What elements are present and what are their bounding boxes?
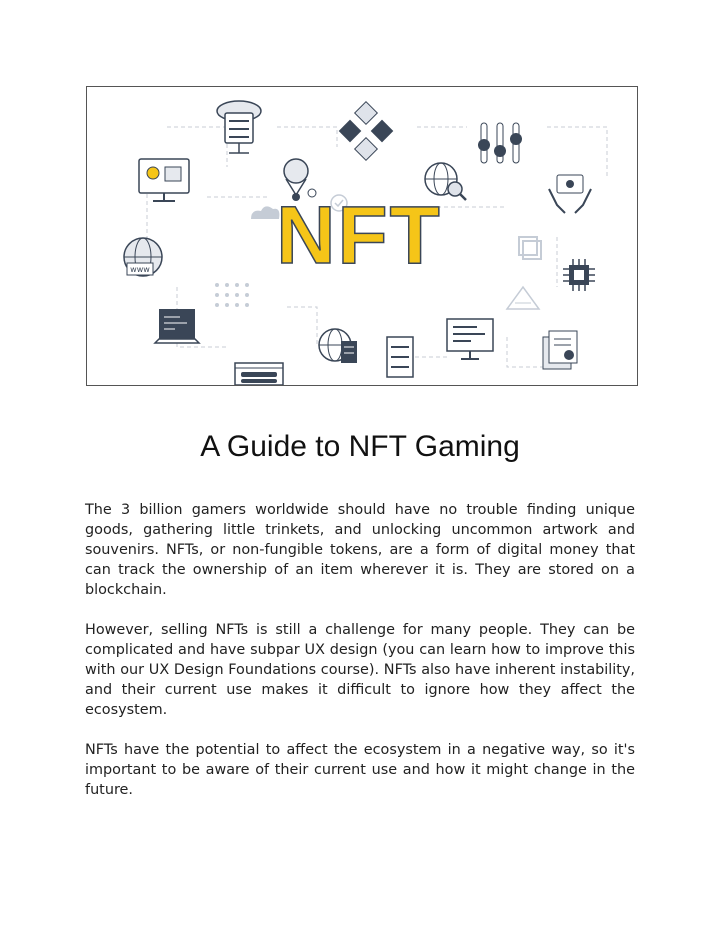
dot-grid-decoration xyxy=(215,283,249,307)
blockchain-cubes-icon xyxy=(339,102,394,161)
paragraph-2: However, selling NFTs is still a challenge for many people. They can be complicated and have subpar UX design (you can learn how to improve this with our UX Design Foundations course). NFTs also have inherent instability, and their current use makes it difficult to ignore how they affect the ecosystem. xyxy=(85,622,635,718)
hero-illustration xyxy=(86,86,638,386)
article-body xyxy=(85,500,635,820)
globe-server-icon xyxy=(319,329,357,363)
documents-check-icon xyxy=(543,331,577,369)
password-window-icon xyxy=(235,363,283,385)
cloud-icon xyxy=(251,206,279,219)
hands-card-icon xyxy=(549,175,591,213)
paragraph-1: The 3 billion gamers worldwide should have no trouble finding unique goods, gathering little trinkets, and unlocking uncommon artwork and souvenirs. NFTs, or non-fungible tokens, are a form of digital money that can track the ownership of an item wherever it is. They are stored on a blockchain. xyxy=(85,502,635,598)
chip-icon xyxy=(563,259,595,291)
server-rack-icon xyxy=(387,337,413,377)
laptop-code-icon xyxy=(155,309,199,343)
www-label: www xyxy=(130,265,150,274)
layers-icon xyxy=(519,237,541,259)
triangle-decoration xyxy=(507,287,539,309)
paragraph-3: NFTs have the potential to affect the ecosystem in a negative way, so it's important to be aware of their current use and how it might change in the future. xyxy=(85,742,635,798)
www-globe-icon xyxy=(124,238,162,276)
nft-logo-text: NFT xyxy=(276,190,442,281)
sliders-icon xyxy=(478,123,522,163)
page-title: A Guide to NFT Gaming xyxy=(200,430,520,463)
code-monitor-icon xyxy=(447,319,493,359)
